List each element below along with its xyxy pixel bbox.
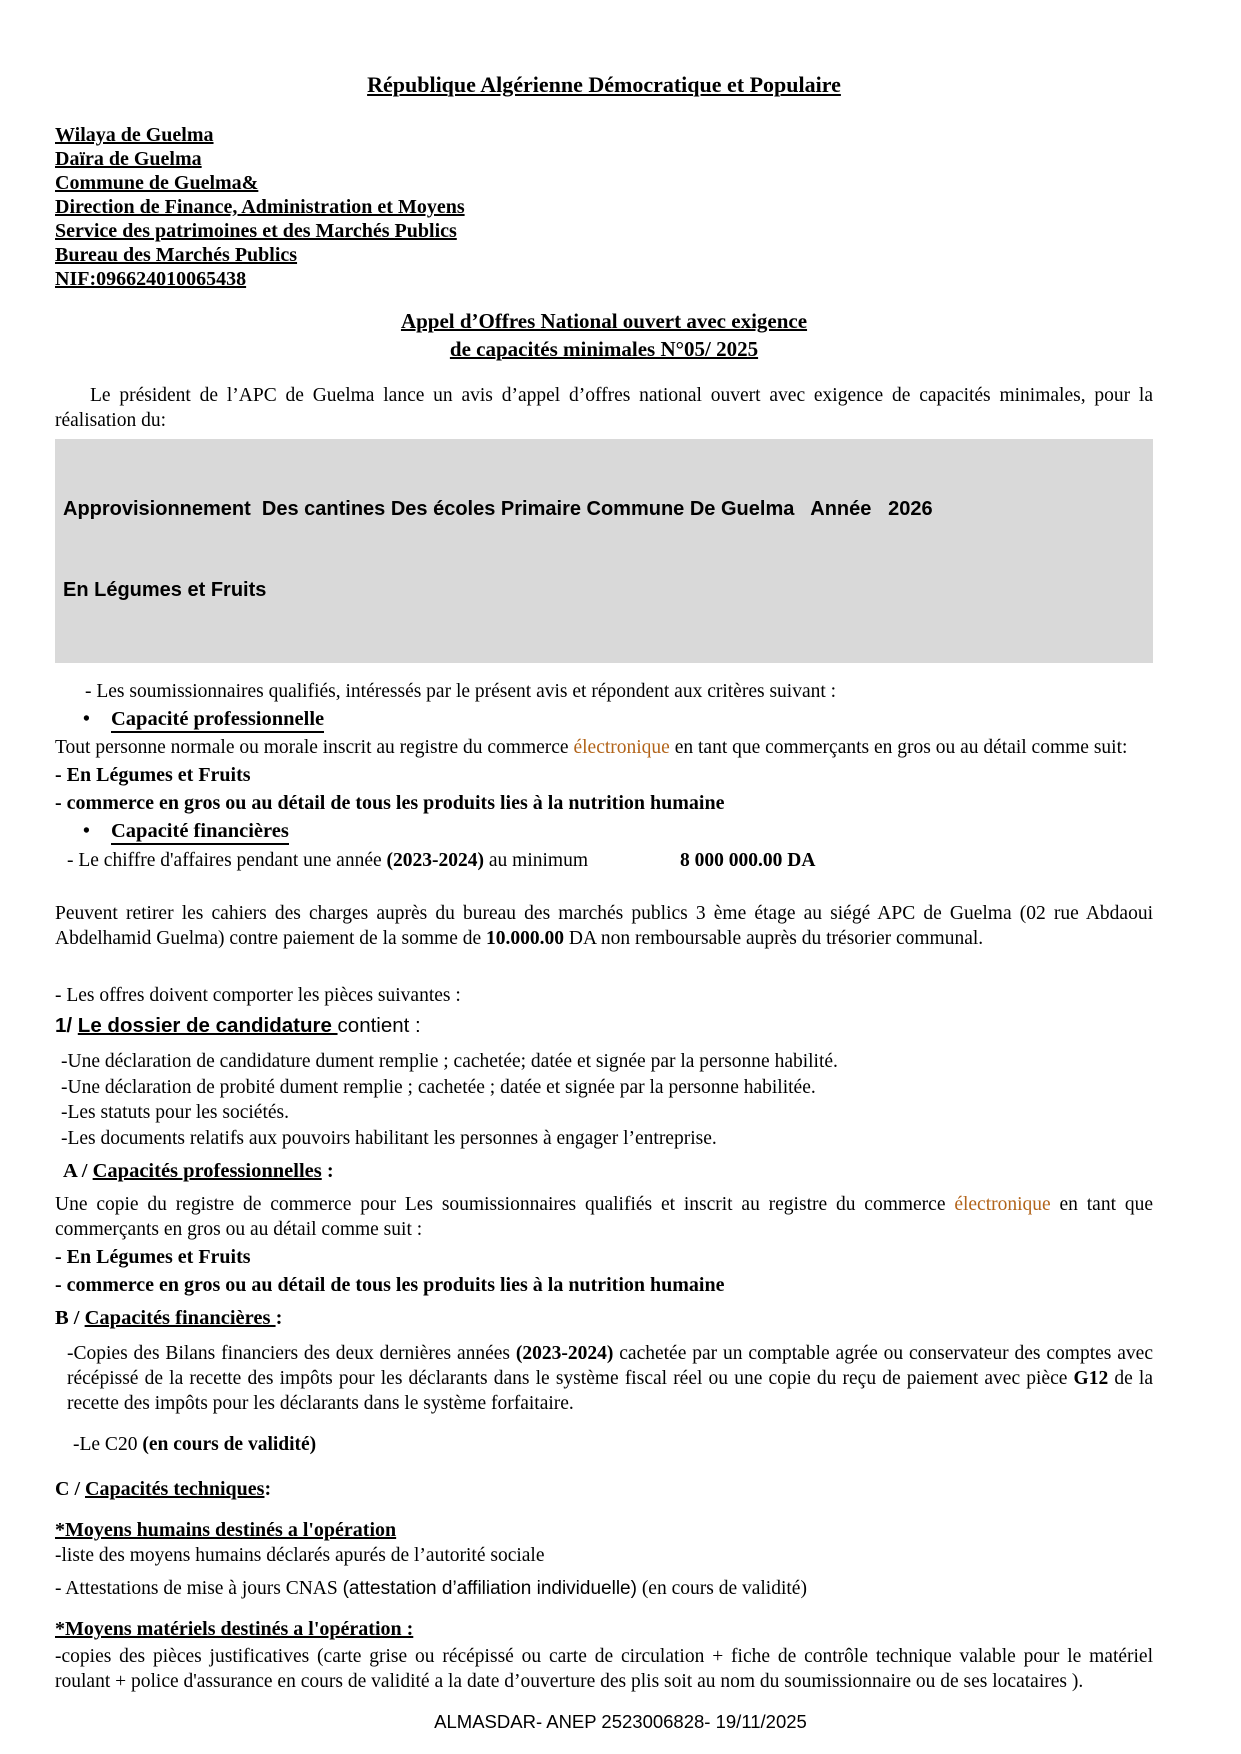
section-b-g12: G12: [1073, 1368, 1109, 1389]
org-line-commune: Commune de Guelma&: [55, 172, 259, 194]
cnas-line: [55, 1576, 1153, 1601]
section-b-body: [67, 1341, 1153, 1416]
prof-body-pre: Tout personne normale ou morale inscrit au registre du commerce: [55, 737, 574, 758]
cnas-pre: - Attestations de mise à jours CNAS: [55, 1578, 343, 1599]
turnover-years: (2023-2024): [386, 850, 484, 871]
c20-validity: (en cours de validité): [142, 1434, 317, 1455]
section-b-suffix: :: [275, 1307, 283, 1329]
section-c-suffix: :: [264, 1478, 272, 1500]
withdraw-post: DA non remboursable auprès du trésorier communal.: [564, 928, 984, 949]
section-a-prefix: A /: [63, 1160, 93, 1182]
list-item: -Une déclaration de candidature dument remplie ; cachetée; datée et signée par la personne habilité.: [61, 1051, 838, 1072]
section-b-body-pre: -Copies des Bilans financiers des deux dernières années: [67, 1343, 516, 1364]
human-means-item1: -liste des moyens humains déclarés apurés de l’autorité sociale: [55, 1545, 545, 1566]
org-line-bureau: Bureau des Marchés Publics: [55, 244, 298, 266]
c20-pre: -Le C20: [73, 1434, 143, 1455]
list-item: -Les statuts pour les sociétés.: [61, 1102, 289, 1123]
section-c-prefix: C /: [55, 1478, 85, 1500]
offers-intro: - Les offres doivent comporter les pièces suivantes :: [55, 985, 461, 1006]
prof-item-commerce: - commerce en gros ou au détail de tous les produits lies à la nutrition humaine: [55, 792, 725, 814]
bullet-icon: •: [83, 821, 90, 842]
section-c-title: Capacités techniques: [85, 1478, 265, 1500]
intro-paragraph: Le président de l’APC de Guelma lance un avis d’appel d’offres national ouvert avec exigence de capacités minimales, pour la réalisation du:: [55, 385, 1153, 431]
turnover-requirement-line: [67, 848, 1153, 873]
section-b-body-mid: cachetée par un comptable agrée ou conservateur des comptes avec récépissé de la recette des impôts pour les déclarants dans le système fiscal réel ou une copie du reçu de paiement avec pièce: [67, 1343, 1153, 1389]
prof-body-post: en tant que commerçants en gros ou au détail comme suit:: [669, 737, 1128, 758]
org-line-wilaya: Wilaya de Guelma: [55, 124, 214, 146]
list-item: -Une déclaration de probité dument remplie ; cachetée ; datée et signée par la personne habilitée.: [61, 1076, 816, 1098]
bullet-icon: •: [83, 709, 90, 730]
dossier-heading: [55, 1012, 1153, 1039]
notice-title-line1: Appel d’Offres National ouvert avec exigence: [400, 309, 808, 333]
section-a-body-post: en tant que commerçants en gros ou au détail comme suit :: [55, 1194, 1153, 1240]
section-b-title: Capacités financières: [84, 1307, 276, 1329]
section-a-item-commerce: - commerce en gros ou au détail de tous les produits lies à la nutrition humaine: [55, 1274, 725, 1296]
professional-capacity-heading: [83, 707, 1153, 732]
org-line-service: Service des patrimoines et des Marchés Publics: [55, 220, 457, 242]
turnover-amount: 8 000 000.00 DA: [680, 850, 816, 871]
prof-item-legumes: - En Légumes et Fruits: [55, 764, 251, 786]
issuing-authority-block: [55, 123, 1153, 291]
subject-line1: Approvisionnement Des cantines Des écoles Primaire Commune De Guelma Année 2026: [63, 498, 933, 520]
section-a-suffix: :: [321, 1160, 334, 1182]
section-a-body-accent: électronique: [954, 1194, 1051, 1215]
subject-highlight-box: [55, 439, 1153, 663]
withdraw-amount: 10.000.00: [486, 928, 565, 949]
dossier-heading-rest: contient :: [337, 1014, 421, 1037]
criteria-intro: - Les soumissionnaires qualifiés, intéressés par le présent avis et répondent aux critères suivant :: [85, 681, 837, 702]
section-a-item-legumes: - En Légumes et Fruits: [55, 1246, 251, 1268]
section-a-body: [55, 1192, 1153, 1242]
section-b-prefix: B /: [55, 1307, 85, 1329]
org-line-nif: NIF:096624010065438: [55, 268, 247, 290]
list-item: -Les documents relatifs aux pouvoirs habilitant les personnes à engager l’entreprise.: [61, 1127, 717, 1149]
turnover-pre: - Le chiffre d'affaires pendant une année: [67, 850, 387, 871]
prof-body-accent: électronique: [573, 737, 670, 758]
org-line-direction: Direction de Finance, Administration et Moyens: [55, 196, 465, 218]
cnas-attestation: (attestation d’affiliation individuelle): [342, 1578, 637, 1599]
professional-capacity-label: Capacité professionnelle: [111, 708, 324, 733]
professional-capacity-body: [55, 735, 1153, 760]
withdraw-pre: Peuvent retirer les cahiers des charges auprès du bureau des marchés publics 3 ème étage au siégé APC de Guelma (02 rue Abdaoui Abdelhamid Guelma) contre paiement de la somme de: [55, 903, 1153, 949]
dossier-heading-title: Le dossier de candidature: [77, 1014, 338, 1037]
notice-title-line2: de capacités minimales N°05/ 2025: [449, 337, 759, 361]
notice-title: [55, 307, 1153, 363]
section-b-heading: [55, 1306, 1153, 1331]
financial-capacity-label: Capacité financières: [111, 820, 289, 845]
org-line-daira: Daïra de Guelma: [55, 148, 202, 170]
section-c-heading: [55, 1477, 1153, 1502]
material-means-heading: *Moyens matériels destinés a l'opération :: [55, 1618, 414, 1640]
republic-title: République Algérienne Démocratique et Populaire: [367, 72, 841, 97]
c20-line: [73, 1432, 1153, 1457]
dossier-heading-number: 1/: [55, 1014, 78, 1037]
dossier-items: [55, 1049, 1153, 1151]
cnas-post: (en cours de validité): [636, 1578, 807, 1599]
subject-line2: En Légumes et Fruits: [63, 579, 267, 601]
anep-footer: ALMASDAR- ANEP 2523006828- 19/11/2025: [434, 1711, 807, 1732]
section-a-body-pre: Une copie du registre de commerce pour Les soumissionnaires qualifiés et inscrit au registre du commerce: [55, 1194, 955, 1215]
turnover-mid: au minimum: [484, 850, 588, 871]
section-b-years: (2023-2024): [515, 1343, 614, 1364]
financial-capacity-heading: [83, 819, 1153, 844]
human-means-heading: *Moyens humains destinés a l'opération: [55, 1519, 397, 1541]
material-means-body: -copies des pièces justificatives (carte grise ou récépissé ou carte de circulation + fiche de contrôle technique valable pour le matériel roulant + police d'assurance en cours de validité a la date d’ouverture des plis soit au nom du soumissionnaire ou de ses locataires ).: [55, 1646, 1153, 1692]
withdraw-paragraph: [55, 901, 1153, 951]
section-a-title: Capacités professionnelles: [92, 1160, 322, 1182]
section-a-heading: [63, 1159, 1153, 1184]
section-b-body-post: de la recette des impôts pour les déclarants dans le système forfaitaire.: [67, 1368, 1153, 1414]
